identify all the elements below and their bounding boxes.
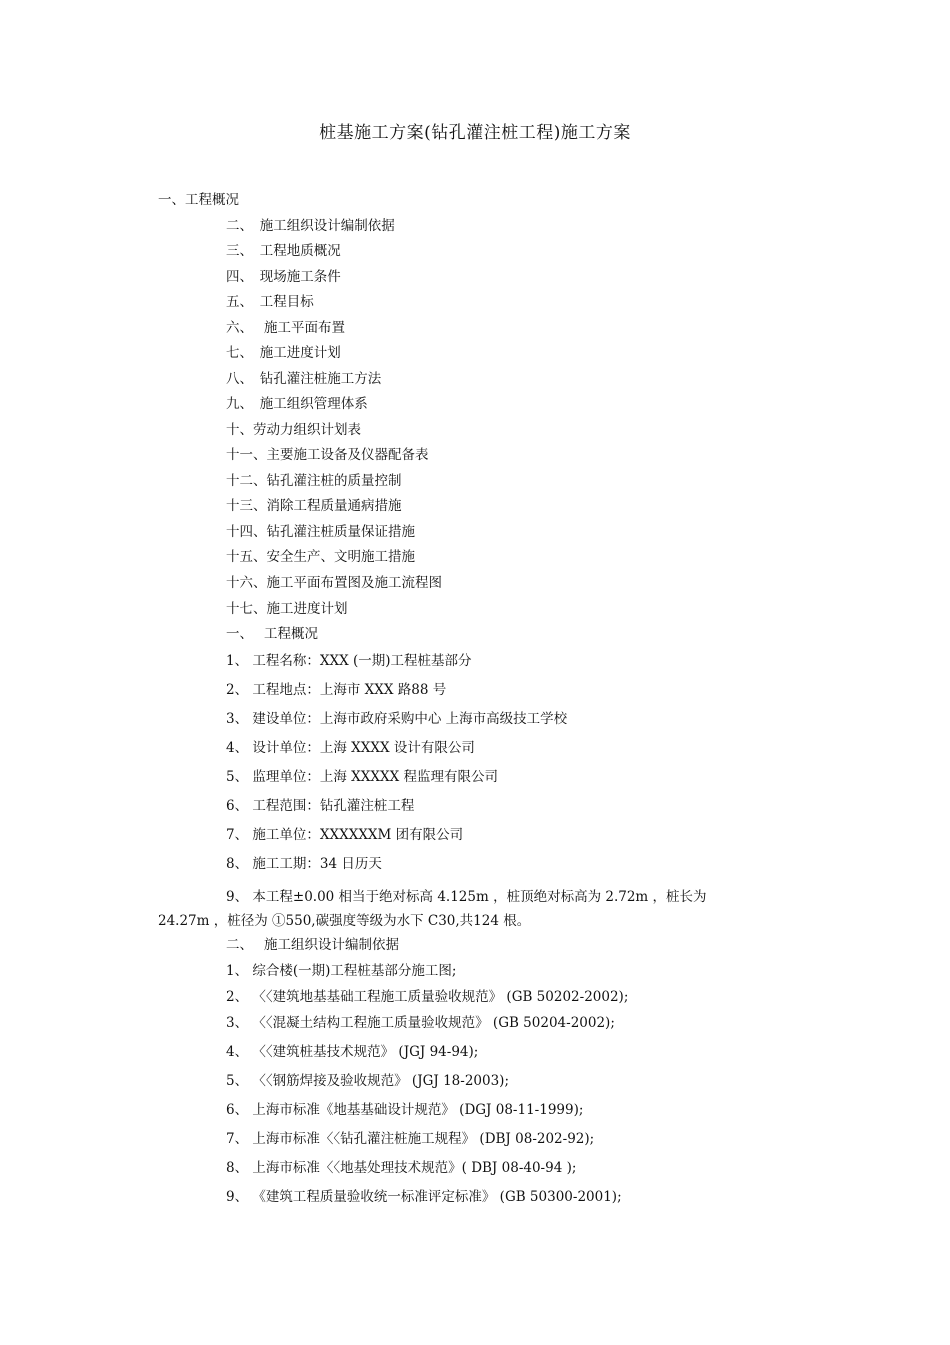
overview-item-1: 1、 工程名称：XXX (一期)工程桩基部分: [226, 653, 472, 669]
overview-item-9-line-1: 9、 本工程±0.00 相当于绝对标高 4.125m ，桩顶绝对标高为 2.72m ，桩长为: [226, 889, 707, 905]
overview-item-5: 5、 监理单位：上海 XXXXX 程监理有限公司: [226, 769, 499, 785]
basis-item-2: 2、 〈〈建筑地基基础工程施工质量验收规范》 (GB 50202-2002);: [226, 989, 629, 1005]
toc-item-5: 五、 工程目标: [226, 294, 314, 310]
toc-item-4: 四、 现场施工条件: [226, 269, 341, 285]
basis-item-4: 4、 〈〈建筑桩基技术规范》 (JGJ 94-94);: [226, 1044, 479, 1060]
basis-item-1: 1、 综合楼(一期)工程桩基部分施工图;: [226, 963, 457, 979]
basis-item-7: 7、 上海市标准〈〈钻孔灌注桩施工规程》 (DBJ 08-202-92);: [226, 1131, 595, 1147]
overview-item-7: 7、 施工单位：XXXXXXM 团有限公司: [226, 827, 464, 843]
toc-item-15: 十五、安全生产、文明施工措施: [226, 549, 415, 565]
overview-item-9-line-2: 24.27m ，桩径为 ①550,碳强度等级为水下 C30,共124 根。: [158, 913, 531, 929]
toc-item-7: 七、 施工进度计划: [226, 345, 341, 361]
toc-item-12: 十二、钻孔灌注桩的质量控制: [226, 473, 402, 489]
toc-item-13: 十三、消除工程质量通病措施: [226, 498, 402, 514]
section-2-heading: 二、 施工组织设计编制依据: [226, 937, 400, 953]
toc-item-16: 十六、施工平面布置图及施工流程图: [226, 575, 442, 591]
toc-item-9: 九、 施工组织管理体系: [226, 396, 368, 412]
overview-item-8: 8、 施工工期：34 日历天: [226, 856, 382, 872]
document-title: 桩基施工方案(钻孔灌注桩工程)施工方案: [319, 123, 631, 143]
toc-item-1: 一、工程概况: [158, 192, 239, 208]
toc-item-10: 十、劳动力组织计划表: [226, 422, 361, 438]
overview-item-3: 3、 建设单位：上海市政府采购中心 上海市高级技工学校: [226, 711, 568, 727]
toc-item-6: 六、 施工平面布置: [226, 320, 346, 336]
section-1-heading: 一、 工程概况: [226, 626, 319, 642]
overview-item-4: 4、 设计单位：上海 XXXX 设计有限公司: [226, 740, 475, 756]
toc-item-17: 十七、施工进度计划: [226, 601, 348, 617]
toc-item-3: 三、 工程地质概况: [226, 243, 341, 259]
overview-item-2: 2、 工程地点：上海市 XXX 路88 号: [226, 682, 447, 698]
basis-item-9: 9、 《建筑工程质量验收统一标准评定标准》 (GB 50300-2001);: [226, 1189, 622, 1205]
basis-item-5: 5、 〈〈钢筋焊接及验收规范》 (JGJ 18-2003);: [226, 1073, 509, 1089]
basis-item-8: 8、 上海市标准〈〈地基处理技术规范》( DBJ 08-40-94 );: [226, 1160, 577, 1176]
toc-item-14: 十四、钻孔灌注桩质量保证措施: [226, 524, 415, 540]
basis-item-3: 3、 〈〈混凝土结构工程施工质量验收规范》 (GB 50204-2002);: [226, 1015, 615, 1031]
basis-item-6: 6、 上海市标准《地基基础设计规范》 (DGJ 08-11-1999);: [226, 1102, 584, 1118]
overview-item-6: 6、 工程范围：钻孔灌注桩工程: [226, 798, 415, 814]
toc-item-11: 十一、主要施工设备及仪器配备表: [226, 447, 429, 463]
toc-item-2: 二、 施工组织设计编制依据: [226, 218, 395, 234]
toc-item-8: 八、 钻孔灌注桩施工方法: [226, 371, 382, 387]
